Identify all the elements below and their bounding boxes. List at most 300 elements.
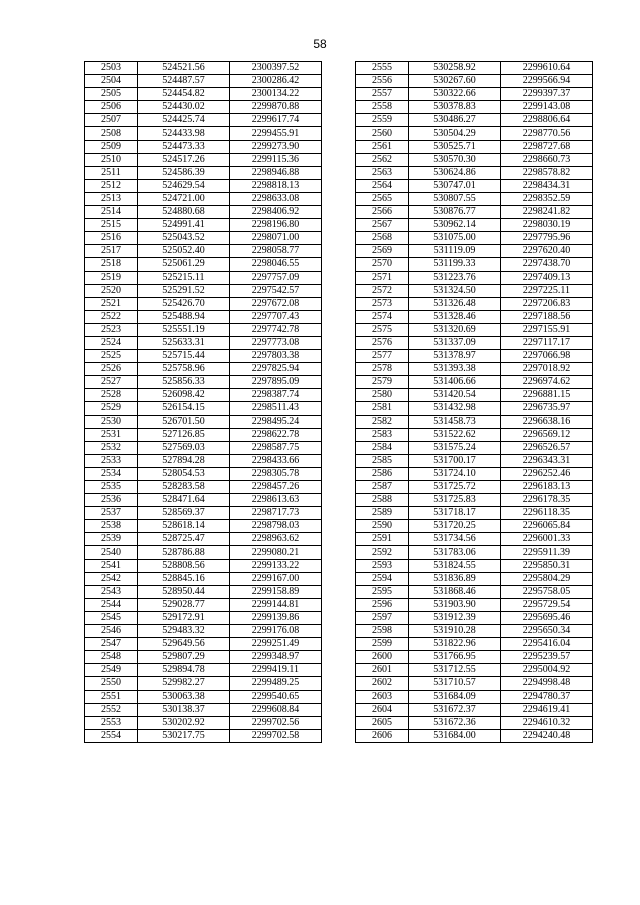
x-coordinate-cell: 531458.73 (409, 415, 501, 428)
point-number-cell: 2605 (356, 716, 409, 729)
x-coordinate-cell: 531725.72 (409, 481, 501, 494)
point-number-cell: 2516 (85, 232, 138, 245)
x-coordinate-cell: 531684.00 (409, 729, 501, 742)
y-coordinate-cell: 2298963.62 (230, 533, 322, 546)
table-row (85, 284, 322, 297)
point-number-cell: 2532 (85, 441, 138, 454)
table-row (85, 206, 322, 219)
y-coordinate-cell: 2297117.17 (501, 336, 593, 349)
y-coordinate-cell: 2299251.49 (230, 638, 322, 651)
y-coordinate-cell: 2296974.62 (501, 376, 593, 389)
table-row (85, 651, 322, 664)
point-number-cell: 2586 (356, 467, 409, 480)
y-coordinate-cell: 2295911.39 (501, 546, 593, 559)
point-number-cell: 2536 (85, 494, 138, 507)
x-coordinate-cell: 531868.46 (409, 585, 501, 598)
point-number-cell: 2593 (356, 559, 409, 572)
table-row (356, 638, 593, 651)
table-row (356, 75, 593, 88)
point-number-cell: 2526 (85, 363, 138, 376)
point-number-cell: 2591 (356, 533, 409, 546)
y-coordinate-cell: 2297542.57 (230, 284, 322, 297)
point-number-cell: 2545 (85, 611, 138, 624)
table-row (85, 140, 322, 153)
x-coordinate-cell: 530570.30 (409, 153, 501, 166)
point-number-cell: 2503 (85, 62, 138, 75)
point-number-cell: 2578 (356, 363, 409, 376)
table-row (356, 336, 593, 349)
point-number-cell: 2587 (356, 481, 409, 494)
table-row (85, 533, 322, 546)
y-coordinate-cell: 2299133.22 (230, 559, 322, 572)
y-coordinate-cell: 2298511.43 (230, 402, 322, 415)
x-coordinate-cell: 530807.55 (409, 192, 501, 205)
x-coordinate-cell: 531912.39 (409, 611, 501, 624)
table-row (85, 75, 322, 88)
y-coordinate-cell: 2295758.05 (501, 585, 593, 598)
table-row (85, 494, 322, 507)
y-coordinate-cell: 2297895.09 (230, 376, 322, 389)
point-number-cell: 2577 (356, 350, 409, 363)
table-row (356, 88, 593, 101)
x-coordinate-cell: 531672.36 (409, 716, 501, 729)
point-number-cell: 2535 (85, 481, 138, 494)
y-coordinate-cell: 2297206.83 (501, 297, 593, 310)
table-row (85, 166, 322, 179)
y-coordinate-cell: 2297707.43 (230, 310, 322, 323)
table-row (356, 415, 593, 428)
table-row (356, 546, 593, 559)
x-coordinate-cell: 530525.71 (409, 140, 501, 153)
x-coordinate-cell: 531378.97 (409, 350, 501, 363)
point-number-cell: 2527 (85, 376, 138, 389)
table-row (85, 389, 322, 402)
x-coordinate-cell: 529649.56 (138, 638, 230, 651)
y-coordinate-cell: 2298030.19 (501, 219, 593, 232)
x-coordinate-cell: 529982.27 (138, 677, 230, 690)
table-row (85, 625, 322, 638)
table-row (85, 572, 322, 585)
point-number-cell: 2524 (85, 336, 138, 349)
x-coordinate-cell: 531672.37 (409, 703, 501, 716)
table-row (85, 638, 322, 651)
table-row (356, 533, 593, 546)
y-coordinate-cell: 2298305.78 (230, 467, 322, 480)
table-row (85, 703, 322, 716)
y-coordinate-cell: 2298058.77 (230, 245, 322, 258)
y-coordinate-cell: 2296343.31 (501, 454, 593, 467)
y-coordinate-cell: 2295239.57 (501, 651, 593, 664)
table-row (356, 520, 593, 533)
table-row (85, 232, 322, 245)
y-coordinate-cell: 2296526.57 (501, 441, 593, 454)
x-coordinate-cell: 525551.19 (138, 323, 230, 336)
point-number-cell: 2512 (85, 179, 138, 192)
table-row (356, 62, 593, 75)
x-coordinate-cell: 524473.33 (138, 140, 230, 153)
table-row (85, 179, 322, 192)
y-coordinate-cell: 2298196.80 (230, 219, 322, 232)
x-coordinate-cell: 531910.28 (409, 625, 501, 638)
point-number-cell: 2589 (356, 507, 409, 520)
y-coordinate-cell: 2296638.16 (501, 415, 593, 428)
point-number-cell: 2598 (356, 625, 409, 638)
point-number-cell: 2517 (85, 245, 138, 258)
point-number-cell: 2537 (85, 507, 138, 520)
x-coordinate-cell: 531119.09 (409, 245, 501, 258)
table-row (85, 481, 322, 494)
coordinates-table-left (84, 61, 322, 743)
table-row (85, 729, 322, 742)
x-coordinate-cell: 525291.52 (138, 284, 230, 297)
point-number-cell: 2563 (356, 166, 409, 179)
table-row (85, 245, 322, 258)
point-number-cell: 2559 (356, 114, 409, 127)
point-number-cell: 2547 (85, 638, 138, 651)
y-coordinate-cell: 2295004.92 (501, 664, 593, 677)
y-coordinate-cell: 2299870.88 (230, 101, 322, 114)
point-number-cell: 2556 (356, 75, 409, 88)
table-row (85, 559, 322, 572)
point-number-cell: 2531 (85, 428, 138, 441)
x-coordinate-cell: 524586.39 (138, 166, 230, 179)
point-number-cell: 2543 (85, 585, 138, 598)
y-coordinate-cell: 2299139.86 (230, 611, 322, 624)
y-coordinate-cell: 2299489.25 (230, 677, 322, 690)
y-coordinate-cell: 2297773.08 (230, 336, 322, 349)
y-coordinate-cell: 2296118.35 (501, 507, 593, 520)
point-number-cell: 2561 (356, 140, 409, 153)
x-coordinate-cell: 525061.29 (138, 258, 230, 271)
x-coordinate-cell: 524517.26 (138, 153, 230, 166)
point-number-cell: 2564 (356, 179, 409, 192)
x-coordinate-cell: 528471.64 (138, 494, 230, 507)
y-coordinate-cell: 2297620.40 (501, 245, 593, 258)
table-row (85, 664, 322, 677)
point-number-cell: 2558 (356, 101, 409, 114)
point-number-cell: 2583 (356, 428, 409, 441)
x-coordinate-cell: 531836.89 (409, 572, 501, 585)
x-coordinate-cell: 524521.56 (138, 62, 230, 75)
table-row (356, 481, 593, 494)
table-row (85, 336, 322, 349)
x-coordinate-cell: 528725.47 (138, 533, 230, 546)
x-coordinate-cell: 530217.75 (138, 729, 230, 742)
x-coordinate-cell: 529894.78 (138, 664, 230, 677)
x-coordinate-cell: 530063.38 (138, 690, 230, 703)
x-coordinate-cell: 525856.33 (138, 376, 230, 389)
point-number-cell: 2601 (356, 664, 409, 677)
x-coordinate-cell: 530258.92 (409, 62, 501, 75)
x-coordinate-cell: 531720.25 (409, 520, 501, 533)
y-coordinate-cell: 2299702.56 (230, 716, 322, 729)
point-number-cell: 2540 (85, 546, 138, 559)
point-number-cell: 2566 (356, 206, 409, 219)
y-coordinate-cell: 2299115.36 (230, 153, 322, 166)
table-row (356, 350, 593, 363)
x-coordinate-cell: 525488.94 (138, 310, 230, 323)
point-number-cell: 2574 (356, 310, 409, 323)
y-coordinate-cell: 2298241.82 (501, 206, 593, 219)
y-coordinate-cell: 2300134.22 (230, 88, 322, 101)
table-row (356, 664, 593, 677)
point-number-cell: 2580 (356, 389, 409, 402)
x-coordinate-cell: 526098.42 (138, 389, 230, 402)
table-row (85, 297, 322, 310)
x-coordinate-cell: 525758.96 (138, 363, 230, 376)
table-row (85, 88, 322, 101)
point-number-cell: 2606 (356, 729, 409, 742)
y-coordinate-cell: 2299540.65 (230, 690, 322, 703)
x-coordinate-cell: 531432.98 (409, 402, 501, 415)
y-coordinate-cell: 2299610.64 (501, 62, 593, 75)
point-number-cell: 2544 (85, 598, 138, 611)
x-coordinate-cell: 531824.55 (409, 559, 501, 572)
table-row (356, 153, 593, 166)
x-coordinate-cell: 531320.69 (409, 323, 501, 336)
table-row (85, 611, 322, 624)
table-row (85, 402, 322, 415)
x-coordinate-cell: 531766.95 (409, 651, 501, 664)
point-number-cell: 2505 (85, 88, 138, 101)
x-coordinate-cell: 525052.40 (138, 245, 230, 258)
point-number-cell: 2582 (356, 415, 409, 428)
table-row (356, 140, 593, 153)
point-number-cell: 2579 (356, 376, 409, 389)
table-row (356, 114, 593, 127)
x-coordinate-cell: 524454.82 (138, 88, 230, 101)
point-number-cell: 2573 (356, 297, 409, 310)
x-coordinate-cell: 531725.83 (409, 494, 501, 507)
y-coordinate-cell: 2296252.46 (501, 467, 593, 480)
table-row (356, 677, 593, 690)
x-coordinate-cell: 531710.57 (409, 677, 501, 690)
x-coordinate-cell: 524880.68 (138, 206, 230, 219)
x-coordinate-cell: 528786.88 (138, 546, 230, 559)
y-coordinate-cell: 2298727.68 (501, 140, 593, 153)
x-coordinate-cell: 531734.56 (409, 533, 501, 546)
y-coordinate-cell: 2294619.41 (501, 703, 593, 716)
table-row (85, 376, 322, 389)
table-row (85, 192, 322, 205)
point-number-cell: 2596 (356, 598, 409, 611)
y-coordinate-cell: 2299348.97 (230, 651, 322, 664)
y-coordinate-cell: 2299566.94 (501, 75, 593, 88)
table-row (356, 271, 593, 284)
table-row (356, 402, 593, 415)
y-coordinate-cell: 2299167.00 (230, 572, 322, 585)
point-number-cell: 2560 (356, 127, 409, 140)
point-number-cell: 2552 (85, 703, 138, 716)
x-coordinate-cell: 525715.44 (138, 350, 230, 363)
y-coordinate-cell: 2298806.64 (501, 114, 593, 127)
table-row (356, 206, 593, 219)
table-row (85, 153, 322, 166)
point-number-cell: 2551 (85, 690, 138, 703)
y-coordinate-cell: 2297225.11 (501, 284, 593, 297)
x-coordinate-cell: 528618.14 (138, 520, 230, 533)
point-number-cell: 2510 (85, 153, 138, 166)
table-row (85, 428, 322, 441)
table-row (356, 310, 593, 323)
y-coordinate-cell: 2297188.56 (501, 310, 593, 323)
y-coordinate-cell: 2298406.92 (230, 206, 322, 219)
table-row (356, 585, 593, 598)
table-row (356, 363, 593, 376)
table-row (85, 598, 322, 611)
x-coordinate-cell: 528283.58 (138, 481, 230, 494)
x-coordinate-cell: 524425.74 (138, 114, 230, 127)
y-coordinate-cell: 2298770.56 (501, 127, 593, 140)
point-number-cell: 2506 (85, 101, 138, 114)
point-number-cell: 2523 (85, 323, 138, 336)
x-coordinate-cell: 531822.96 (409, 638, 501, 651)
x-coordinate-cell: 525633.31 (138, 336, 230, 349)
point-number-cell: 2525 (85, 350, 138, 363)
x-coordinate-cell: 524433.98 (138, 127, 230, 140)
y-coordinate-cell: 2299273.90 (230, 140, 322, 153)
table-row (356, 258, 593, 271)
y-coordinate-cell: 2298587.75 (230, 441, 322, 454)
x-coordinate-cell: 531684.09 (409, 690, 501, 703)
table-row (85, 520, 322, 533)
point-number-cell: 2581 (356, 402, 409, 415)
x-coordinate-cell: 528845.16 (138, 572, 230, 585)
point-number-cell: 2554 (85, 729, 138, 742)
y-coordinate-cell: 2296178.35 (501, 494, 593, 507)
y-coordinate-cell: 2295416.04 (501, 638, 593, 651)
point-number-cell: 2541 (85, 559, 138, 572)
x-coordinate-cell: 530876.77 (409, 206, 501, 219)
y-coordinate-cell: 2297795.96 (501, 232, 593, 245)
x-coordinate-cell: 531712.55 (409, 664, 501, 677)
y-coordinate-cell: 2295850.31 (501, 559, 593, 572)
point-number-cell: 2514 (85, 206, 138, 219)
point-number-cell: 2567 (356, 219, 409, 232)
table-row (85, 690, 322, 703)
table-row (356, 127, 593, 140)
y-coordinate-cell: 2294780.37 (501, 690, 593, 703)
x-coordinate-cell: 531783.06 (409, 546, 501, 559)
table-row (356, 703, 593, 716)
x-coordinate-cell: 524629.54 (138, 179, 230, 192)
table-row (356, 101, 593, 114)
table-row (85, 363, 322, 376)
y-coordinate-cell: 2299158.89 (230, 585, 322, 598)
y-coordinate-cell: 2297018.92 (501, 363, 593, 376)
x-coordinate-cell: 524721.00 (138, 192, 230, 205)
table-row (356, 297, 593, 310)
point-number-cell: 2595 (356, 585, 409, 598)
table-row (356, 572, 593, 585)
table-row (85, 219, 322, 232)
y-coordinate-cell: 2298946.88 (230, 166, 322, 179)
point-number-cell: 2555 (356, 62, 409, 75)
table-row (85, 454, 322, 467)
point-number-cell: 2602 (356, 677, 409, 690)
point-number-cell: 2508 (85, 127, 138, 140)
y-coordinate-cell: 2298660.73 (501, 153, 593, 166)
point-number-cell: 2507 (85, 114, 138, 127)
point-number-cell: 2594 (356, 572, 409, 585)
x-coordinate-cell: 531337.09 (409, 336, 501, 349)
y-coordinate-cell: 2300397.52 (230, 62, 322, 75)
y-coordinate-cell: 2296065.84 (501, 520, 593, 533)
x-coordinate-cell: 530138.37 (138, 703, 230, 716)
point-number-cell: 2511 (85, 166, 138, 179)
point-number-cell: 2604 (356, 703, 409, 716)
x-coordinate-cell: 524991.41 (138, 219, 230, 232)
y-coordinate-cell: 2296881.15 (501, 389, 593, 402)
x-coordinate-cell: 529172.91 (138, 611, 230, 624)
x-coordinate-cell: 531718.17 (409, 507, 501, 520)
table-row (356, 494, 593, 507)
table-row (85, 62, 322, 75)
y-coordinate-cell: 2298622.78 (230, 428, 322, 441)
point-number-cell: 2600 (356, 651, 409, 664)
point-number-cell: 2519 (85, 271, 138, 284)
y-coordinate-cell: 2300286.42 (230, 75, 322, 88)
x-coordinate-cell: 531075.00 (409, 232, 501, 245)
point-number-cell: 2539 (85, 533, 138, 546)
table-row (85, 546, 322, 559)
x-coordinate-cell: 529483.32 (138, 625, 230, 638)
point-number-cell: 2585 (356, 454, 409, 467)
x-coordinate-cell: 529807.29 (138, 651, 230, 664)
x-coordinate-cell: 530322.66 (409, 88, 501, 101)
point-number-cell: 2588 (356, 494, 409, 507)
y-coordinate-cell: 2294240.48 (501, 729, 593, 742)
y-coordinate-cell: 2297438.70 (501, 258, 593, 271)
y-coordinate-cell: 2298495.24 (230, 415, 322, 428)
y-coordinate-cell: 2297155.91 (501, 323, 593, 336)
table-row (356, 219, 593, 232)
table-row (356, 625, 593, 638)
y-coordinate-cell: 2298578.82 (501, 166, 593, 179)
table-row (85, 323, 322, 336)
point-number-cell: 2530 (85, 415, 138, 428)
x-coordinate-cell: 526701.50 (138, 415, 230, 428)
table-row (356, 376, 593, 389)
point-number-cell: 2590 (356, 520, 409, 533)
x-coordinate-cell: 531393.38 (409, 363, 501, 376)
table-row (85, 310, 322, 323)
x-coordinate-cell: 530962.14 (409, 219, 501, 232)
x-coordinate-cell: 530486.27 (409, 114, 501, 127)
table-row (356, 284, 593, 297)
x-coordinate-cell: 524430.02 (138, 101, 230, 114)
table-row (85, 585, 322, 598)
point-number-cell: 2534 (85, 467, 138, 480)
table-row (85, 350, 322, 363)
page-number: 58 (313, 37, 327, 51)
y-coordinate-cell: 2296183.13 (501, 481, 593, 494)
point-number-cell: 2568 (356, 232, 409, 245)
point-number-cell: 2575 (356, 323, 409, 336)
table-row (85, 507, 322, 520)
y-coordinate-cell: 2299419.11 (230, 664, 322, 677)
table-row (356, 232, 593, 245)
x-coordinate-cell: 531903.90 (409, 598, 501, 611)
table-row (85, 258, 322, 271)
point-number-cell: 2542 (85, 572, 138, 585)
table-row (85, 127, 322, 140)
point-number-cell: 2504 (85, 75, 138, 88)
x-coordinate-cell: 531700.17 (409, 454, 501, 467)
y-coordinate-cell: 2299455.91 (230, 127, 322, 140)
x-coordinate-cell: 531199.33 (409, 258, 501, 271)
coordinates-table-right (355, 61, 593, 743)
